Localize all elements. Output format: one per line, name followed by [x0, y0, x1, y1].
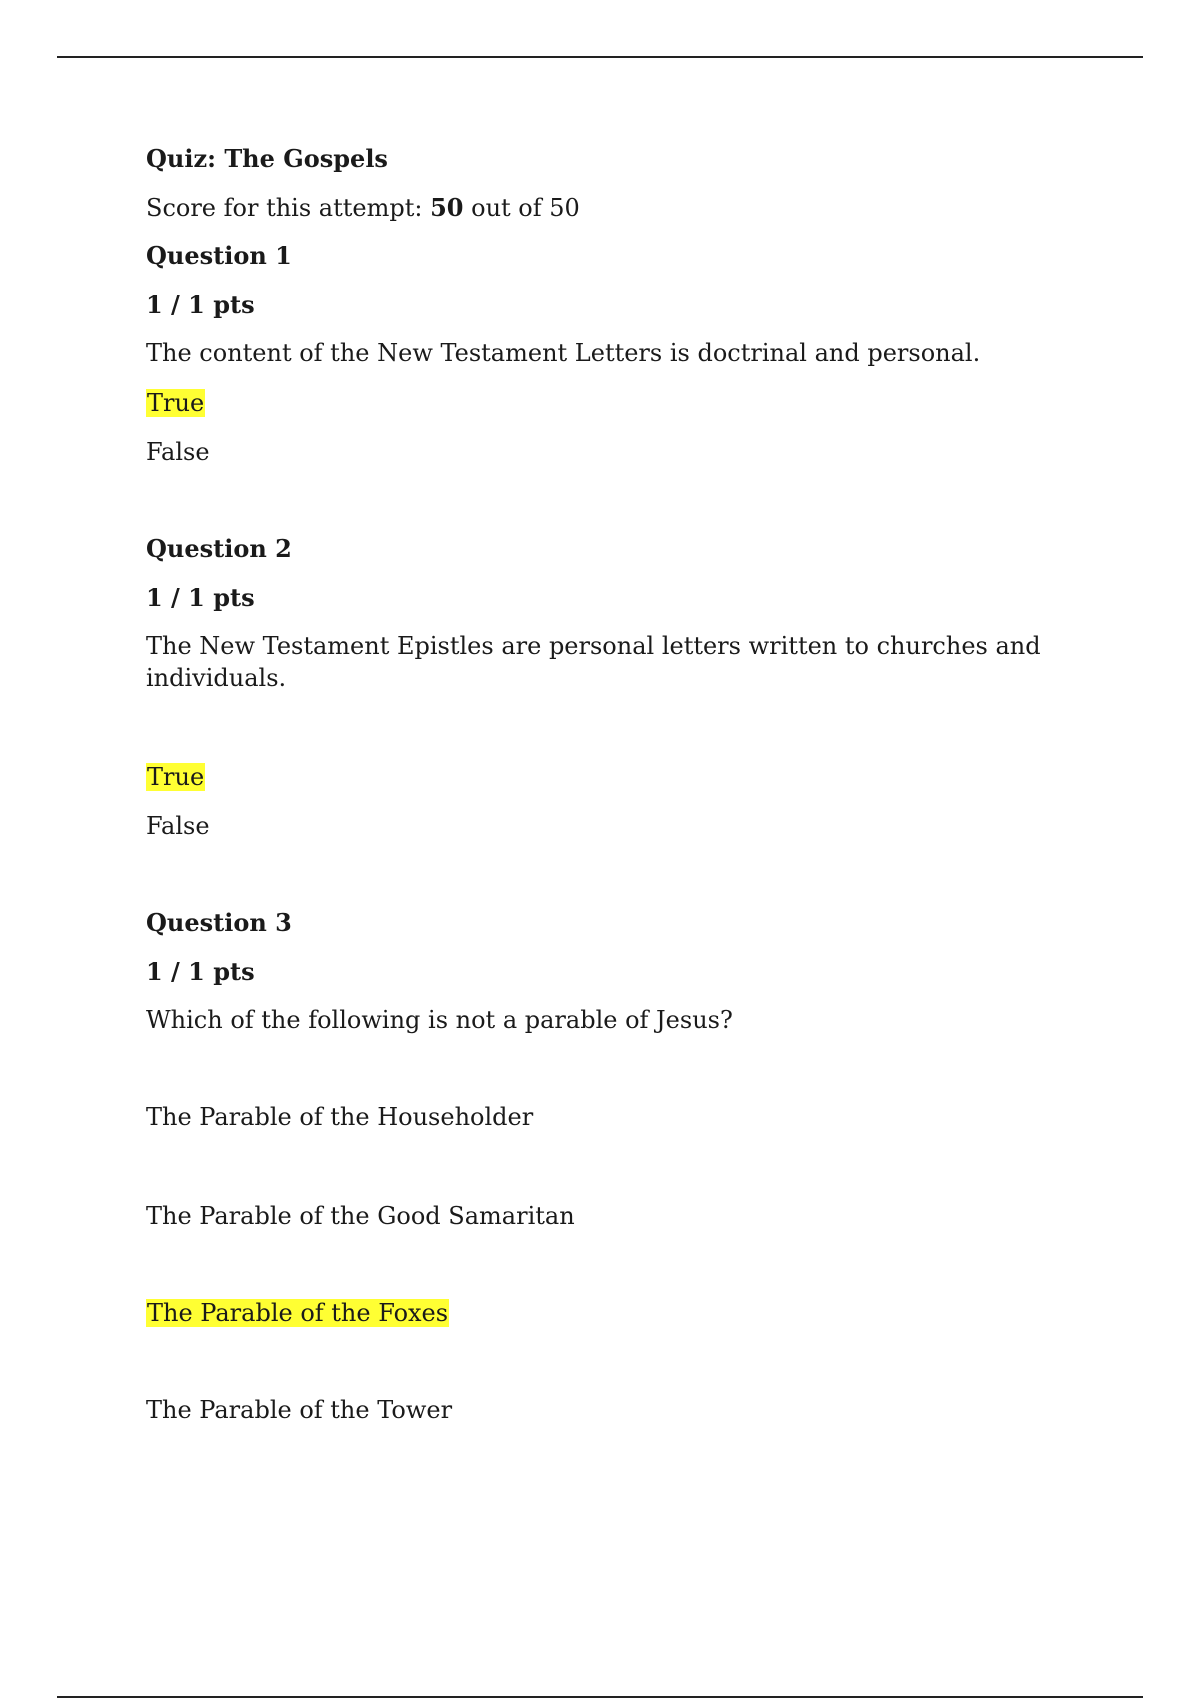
quiz-title: Quiz: The Gospels [146, 144, 388, 173]
question-1-answer-1 [146, 387, 205, 419]
question-1-prompt: The content of the New Testament Letters is doctrinal and personal. [146, 339, 981, 367]
bottom-rule [57, 1696, 1143, 1698]
score-line [146, 192, 580, 224]
question-3-answer-1 [146, 1101, 533, 1133]
answer-text: False [146, 812, 210, 840]
top-rule [57, 56, 1143, 58]
answer-text: The Parable of the Foxes [147, 1299, 449, 1327]
question-2-heading: Question 2 [146, 534, 292, 563]
answer-text: True [147, 763, 205, 791]
question-3-prompt: Which of the following is not a parable of Jesus? [146, 1006, 733, 1034]
answer-text: The Parable of the Tower [146, 1396, 453, 1424]
score-prefix: Score for this attempt: [146, 194, 431, 222]
question-2-answer-1 [146, 761, 205, 793]
question-2-points: 1 / 1 pts [146, 583, 255, 612]
question-3-answer-3 [146, 1297, 449, 1329]
answer-text: The Parable of the Good Samaritan [146, 1202, 575, 1230]
answer-text: The Parable of the Householder [146, 1103, 534, 1131]
answer-text: True [147, 389, 205, 417]
score-value: 50 [430, 193, 464, 222]
question-3-points: 1 / 1 pts [146, 957, 255, 986]
question-3-heading: Question 3 [146, 908, 292, 937]
answer-text: False [146, 438, 210, 466]
score-suffix: out of 50 [463, 194, 580, 222]
question-2-answer-2 [146, 810, 210, 842]
question-2-prompt: The New Testament Epistles are personal letters written to churches and individuals. [146, 632, 1041, 692]
question-1-points: 1 / 1 pts [146, 290, 255, 319]
question-1-heading: Question 1 [146, 241, 292, 270]
question-1-answer-2 [146, 436, 210, 468]
question-3-answer-2 [146, 1200, 575, 1232]
question-3-answer-4 [146, 1394, 452, 1426]
